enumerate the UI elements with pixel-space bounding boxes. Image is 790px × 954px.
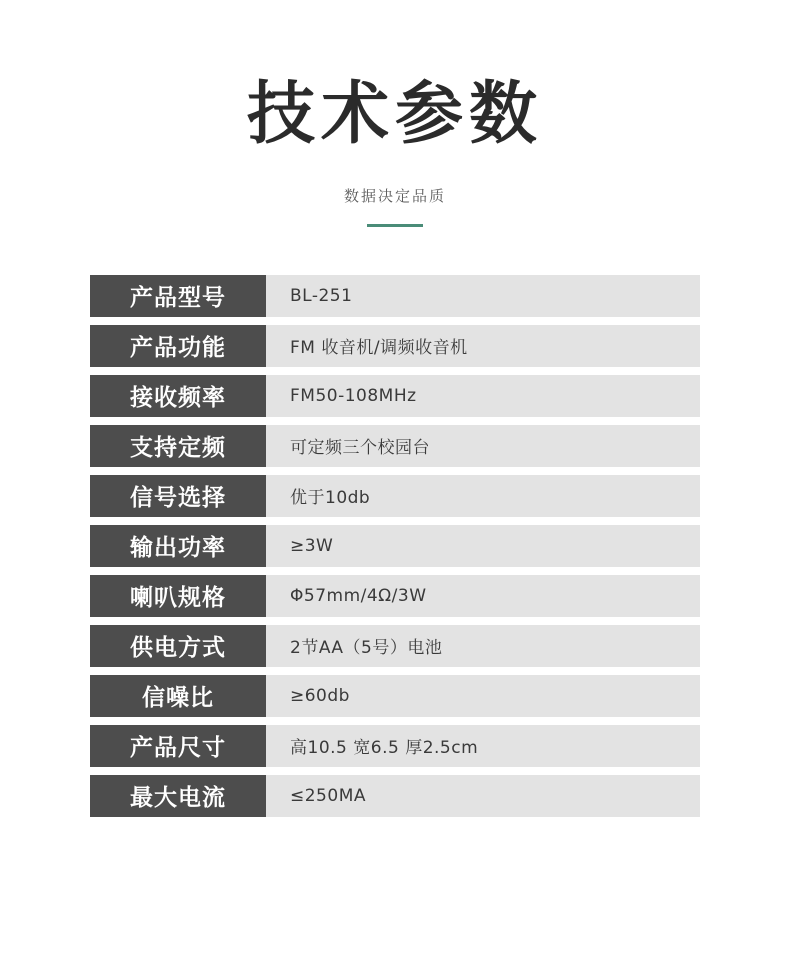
table-row bbox=[90, 325, 700, 367]
table-row bbox=[90, 625, 700, 667]
spec-value: ≥60db bbox=[266, 675, 700, 717]
table-row bbox=[90, 725, 700, 767]
spec-value: Φ57mm/4Ω/3W bbox=[266, 575, 700, 617]
spec-value: 高10.5 宽6.5 厚2.5cm bbox=[266, 725, 700, 767]
spec-label: 信噪比 bbox=[90, 675, 266, 717]
table-row bbox=[90, 375, 700, 417]
table-row bbox=[90, 425, 700, 467]
spec-label: 产品尺寸 bbox=[90, 725, 266, 767]
spec-value: FM 收音机/调频收音机 bbox=[266, 325, 700, 367]
spec-label: 最大电流 bbox=[90, 775, 266, 817]
spec-label: 信号选择 bbox=[90, 475, 266, 517]
spec-value: 优于10db bbox=[266, 475, 700, 517]
spec-label: 产品型号 bbox=[90, 275, 266, 317]
spec-label: 供电方式 bbox=[90, 625, 266, 667]
table-row bbox=[90, 525, 700, 567]
page-title: 技术参数 bbox=[246, 75, 543, 154]
spec-label: 输出功率 bbox=[90, 525, 266, 567]
table-row bbox=[90, 675, 700, 717]
table-row bbox=[90, 475, 700, 517]
table-row bbox=[90, 775, 700, 817]
accent-divider bbox=[367, 224, 423, 227]
table-row bbox=[90, 275, 700, 317]
spec-value: 可定频三个校园台 bbox=[266, 425, 700, 467]
page-header bbox=[0, 0, 790, 227]
spec-label: 接收频率 bbox=[90, 375, 266, 417]
spec-label: 产品功能 bbox=[90, 325, 266, 367]
spec-value: 2节AA（5号）电池 bbox=[266, 625, 700, 667]
spec-label: 支持定频 bbox=[90, 425, 266, 467]
spec-table bbox=[90, 275, 700, 817]
spec-value: ≤250MA bbox=[266, 775, 700, 817]
page-subtitle: 数据决定品质 bbox=[343, 187, 446, 205]
spec-value: BL-251 bbox=[266, 275, 700, 317]
spec-value: ≥3W bbox=[266, 525, 700, 567]
spec-label: 喇叭规格 bbox=[90, 575, 266, 617]
table-row bbox=[90, 575, 700, 617]
spec-value: FM50-108MHz bbox=[266, 375, 700, 417]
